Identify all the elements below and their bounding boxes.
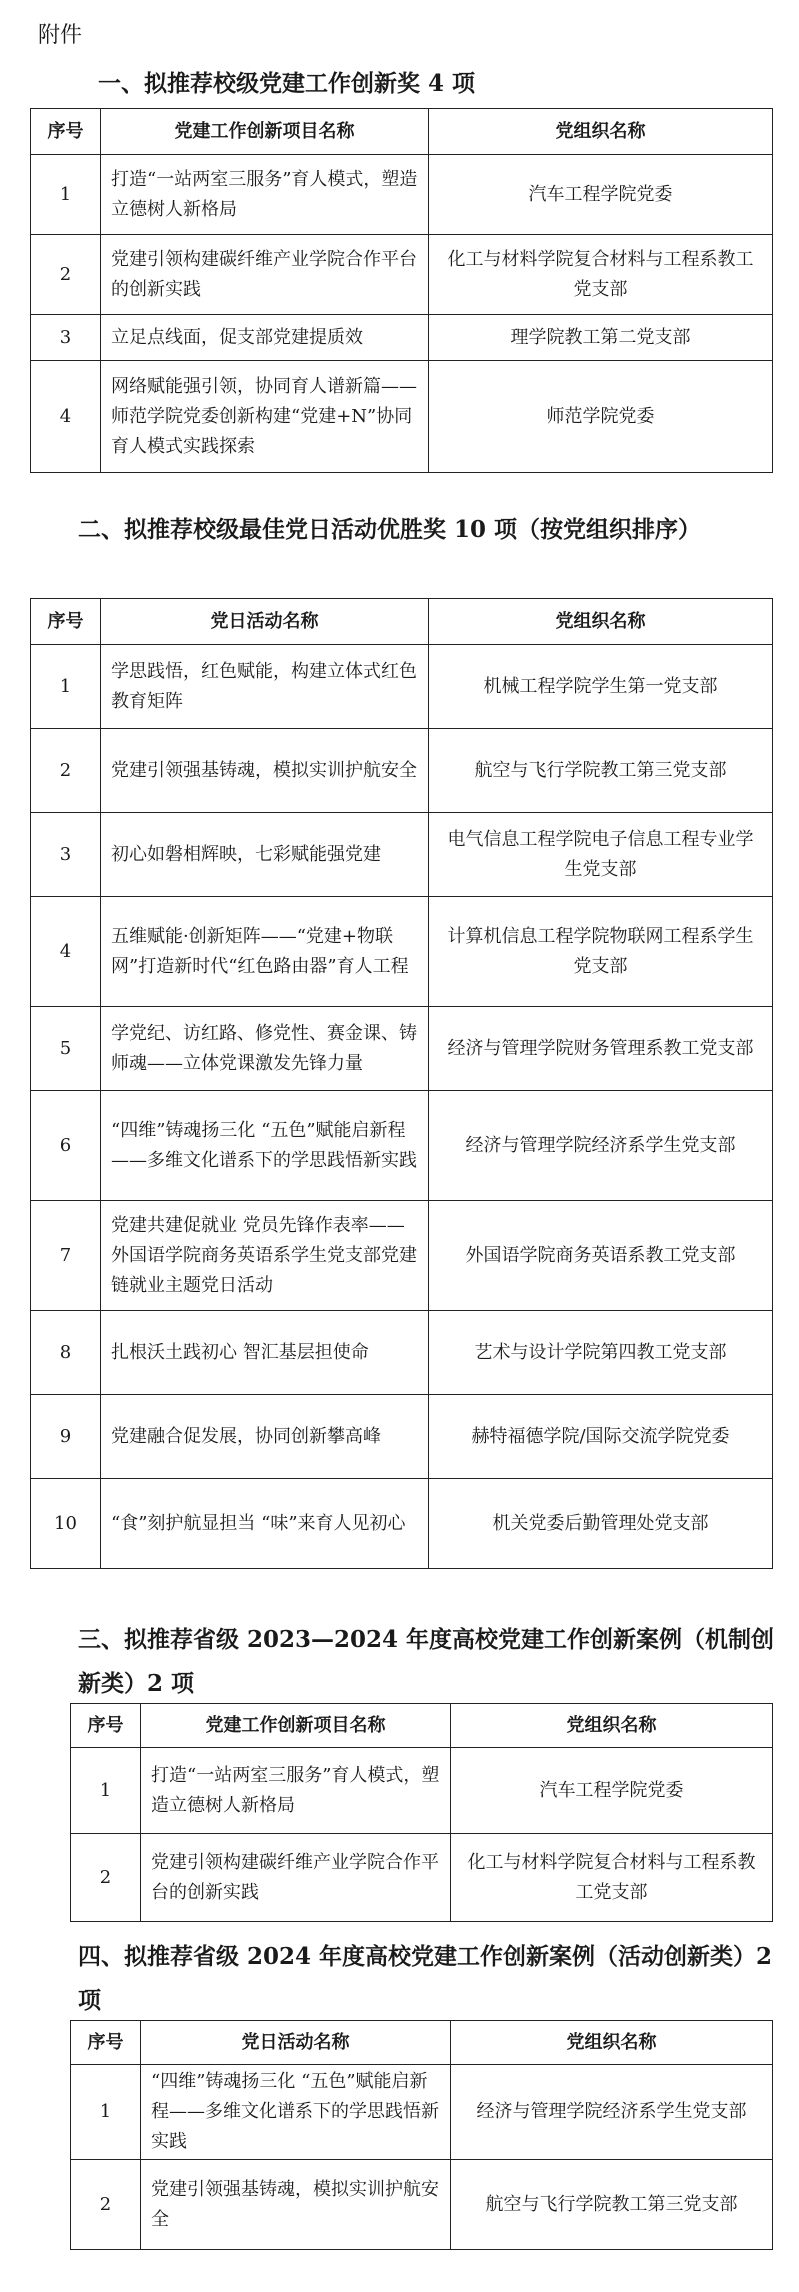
row-no: 1 bbox=[71, 1748, 141, 1834]
row-name: 学思践悟，红色赋能，构建立体式红色教育矩阵 bbox=[101, 645, 429, 729]
section4-title: 四、拟推荐省级 2024 年度高校党建工作创新案例（活动创新类）2 项 bbox=[78, 1943, 773, 2014]
col-header-no: 序号 bbox=[31, 599, 101, 645]
row-name: 党建共建促就业 党员先锋作表率——外国语学院商务英语系学生党支部党建链就业主题党日活动 bbox=[101, 1201, 429, 1311]
row-name: 五维赋能·创新矩阵——“党建+物联网”打造新时代“红色路由器”育人工程 bbox=[101, 897, 429, 1007]
section1-table bbox=[30, 108, 773, 473]
row-no: 2 bbox=[71, 1834, 141, 1922]
row-org: 艺术与设计学院第四教工党支部 bbox=[429, 1311, 773, 1395]
col-header-project: 党建工作创新项目名称 bbox=[101, 109, 429, 155]
row-org: 计算机信息工程学院物联网工程系学生党支部 bbox=[429, 897, 773, 1007]
table-row bbox=[31, 897, 773, 1007]
row-name: 党建引领强基铸魂，模拟实训护航安全 bbox=[141, 2160, 451, 2250]
row-name: 打造“一站两室三服务”育人模式，塑造立德树人新格局 bbox=[141, 1748, 451, 1834]
row-org: 机械工程学院学生第一党支部 bbox=[429, 645, 773, 729]
col-header-activity: 党日活动名称 bbox=[101, 599, 429, 645]
row-no: 1 bbox=[71, 2065, 141, 2160]
table-row bbox=[71, 1834, 773, 1922]
row-no: 9 bbox=[31, 1395, 101, 1479]
table-row bbox=[31, 729, 773, 813]
section2-table bbox=[30, 598, 773, 1569]
row-org: 汽车工程学院党委 bbox=[451, 1748, 773, 1834]
table-row bbox=[71, 1748, 773, 1834]
row-no: 4 bbox=[31, 897, 101, 1007]
row-org: 赫特福德学院/国际交流学院党委 bbox=[429, 1395, 773, 1479]
section4-table bbox=[70, 2020, 773, 2250]
row-org: 汽车工程学院党委 bbox=[429, 155, 773, 235]
col-header-project: 党建工作创新项目名称 bbox=[141, 1704, 451, 1748]
row-name: 网络赋能强引领，协同育人谱新篇——师范学院党委创新构建“党建+N”协同育人模式实践探索 bbox=[101, 361, 429, 473]
row-org: 理学院教工第二党支部 bbox=[429, 315, 773, 361]
row-org: 师范学院党委 bbox=[429, 361, 773, 473]
table-row bbox=[31, 1311, 773, 1395]
row-org: 化工与材料学院复合材料与工程系教工党支部 bbox=[429, 235, 773, 315]
table-row bbox=[31, 235, 773, 315]
row-no: 1 bbox=[31, 645, 101, 729]
table-row bbox=[31, 645, 773, 729]
col-header-no: 序号 bbox=[71, 1704, 141, 1748]
section3-title: 三、拟推荐省级 2023—2024 年度高校党建工作创新案例（机制创新类）2 项 bbox=[78, 1626, 775, 1697]
row-no: 5 bbox=[31, 1007, 101, 1091]
row-name: “食”刻护航显担当 “味”来育人见初心 bbox=[101, 1479, 429, 1569]
table-row bbox=[71, 2065, 773, 2160]
row-no: 2 bbox=[71, 2160, 141, 2250]
row-name: 党建引领强基铸魂，模拟实训护航安全 bbox=[101, 729, 429, 813]
col-header-org: 党组织名称 bbox=[429, 109, 773, 155]
row-org: 化工与材料学院复合材料与工程系教工党支部 bbox=[451, 1834, 773, 1922]
table-row bbox=[31, 1091, 773, 1201]
row-org: 经济与管理学院财务管理系教工党支部 bbox=[429, 1007, 773, 1091]
table-header-row bbox=[31, 109, 773, 155]
table-header-row bbox=[71, 1704, 773, 1748]
row-name: “四维”铸魂扬三化 “五色”赋能启新程——多维文化谱系下的学思践悟新实践 bbox=[101, 1091, 429, 1201]
row-org: 机关党委后勤管理处党支部 bbox=[429, 1479, 773, 1569]
table-row bbox=[31, 361, 773, 473]
row-no: 2 bbox=[31, 235, 101, 315]
row-name: 党建引领构建碳纤维产业学院合作平台的创新实践 bbox=[101, 235, 429, 315]
row-name: 立足点线面，促支部党建提质效 bbox=[101, 315, 429, 361]
row-org: 经济与管理学院经济系学生党支部 bbox=[429, 1091, 773, 1201]
col-header-org: 党组织名称 bbox=[429, 599, 773, 645]
row-org: 航空与飞行学院教工第三党支部 bbox=[451, 2160, 773, 2250]
row-no: 10 bbox=[31, 1479, 101, 1569]
row-name: “四维”铸魂扬三化 “五色”赋能启新程——多维文化谱系下的学思践悟新实践 bbox=[141, 2065, 451, 2160]
table-row bbox=[31, 1395, 773, 1479]
row-org: 外国语学院商务英语系教工党支部 bbox=[429, 1201, 773, 1311]
table-row bbox=[31, 1007, 773, 1091]
section2-title: 二、拟推荐校级最佳党日活动优胜奖 10 项（按党组织排序） bbox=[78, 516, 702, 543]
table-header-row bbox=[71, 2021, 773, 2065]
row-no: 3 bbox=[31, 813, 101, 897]
col-header-org: 党组织名称 bbox=[451, 2021, 773, 2065]
row-name: 党建融合促发展，协同创新攀高峰 bbox=[101, 1395, 429, 1479]
row-org: 航空与飞行学院教工第三党支部 bbox=[429, 729, 773, 813]
row-name: 学党纪、访红路、修党性、赛金课、铸师魂——立体党课激发先锋力量 bbox=[101, 1007, 429, 1091]
row-no: 3 bbox=[31, 315, 101, 361]
col-header-org: 党组织名称 bbox=[451, 1704, 773, 1748]
table-header-row bbox=[31, 599, 773, 645]
row-org: 电气信息工程学院电子信息工程专业学生党支部 bbox=[429, 813, 773, 897]
table-row bbox=[31, 1479, 773, 1569]
section1-title: 一、拟推荐校级党建工作创新奖 4 项 bbox=[98, 70, 476, 97]
table-row bbox=[31, 1201, 773, 1311]
row-no: 1 bbox=[31, 155, 101, 235]
row-name: 打造“一站两室三服务”育人模式，塑造立德树人新格局 bbox=[101, 155, 429, 235]
row-name: 扎根沃土践初心 智汇基层担使命 bbox=[101, 1311, 429, 1395]
row-no: 4 bbox=[31, 361, 101, 473]
table-row bbox=[71, 2160, 773, 2250]
row-org: 经济与管理学院经济系学生党支部 bbox=[451, 2065, 773, 2160]
row-name: 初心如磐相辉映，七彩赋能强党建 bbox=[101, 813, 429, 897]
col-header-activity: 党日活动名称 bbox=[141, 2021, 451, 2065]
col-header-no: 序号 bbox=[71, 2021, 141, 2065]
row-no: 2 bbox=[31, 729, 101, 813]
table-row bbox=[31, 813, 773, 897]
row-name: 党建引领构建碳纤维产业学院合作平台的创新实践 bbox=[141, 1834, 451, 1922]
row-no: 8 bbox=[31, 1311, 101, 1395]
row-no: 6 bbox=[31, 1091, 101, 1201]
col-header-no: 序号 bbox=[31, 109, 101, 155]
row-no: 7 bbox=[31, 1201, 101, 1311]
attachment-label: 附件 bbox=[38, 23, 83, 48]
section3-table bbox=[70, 1703, 773, 1922]
table-row bbox=[31, 315, 773, 361]
table-row bbox=[31, 155, 773, 235]
